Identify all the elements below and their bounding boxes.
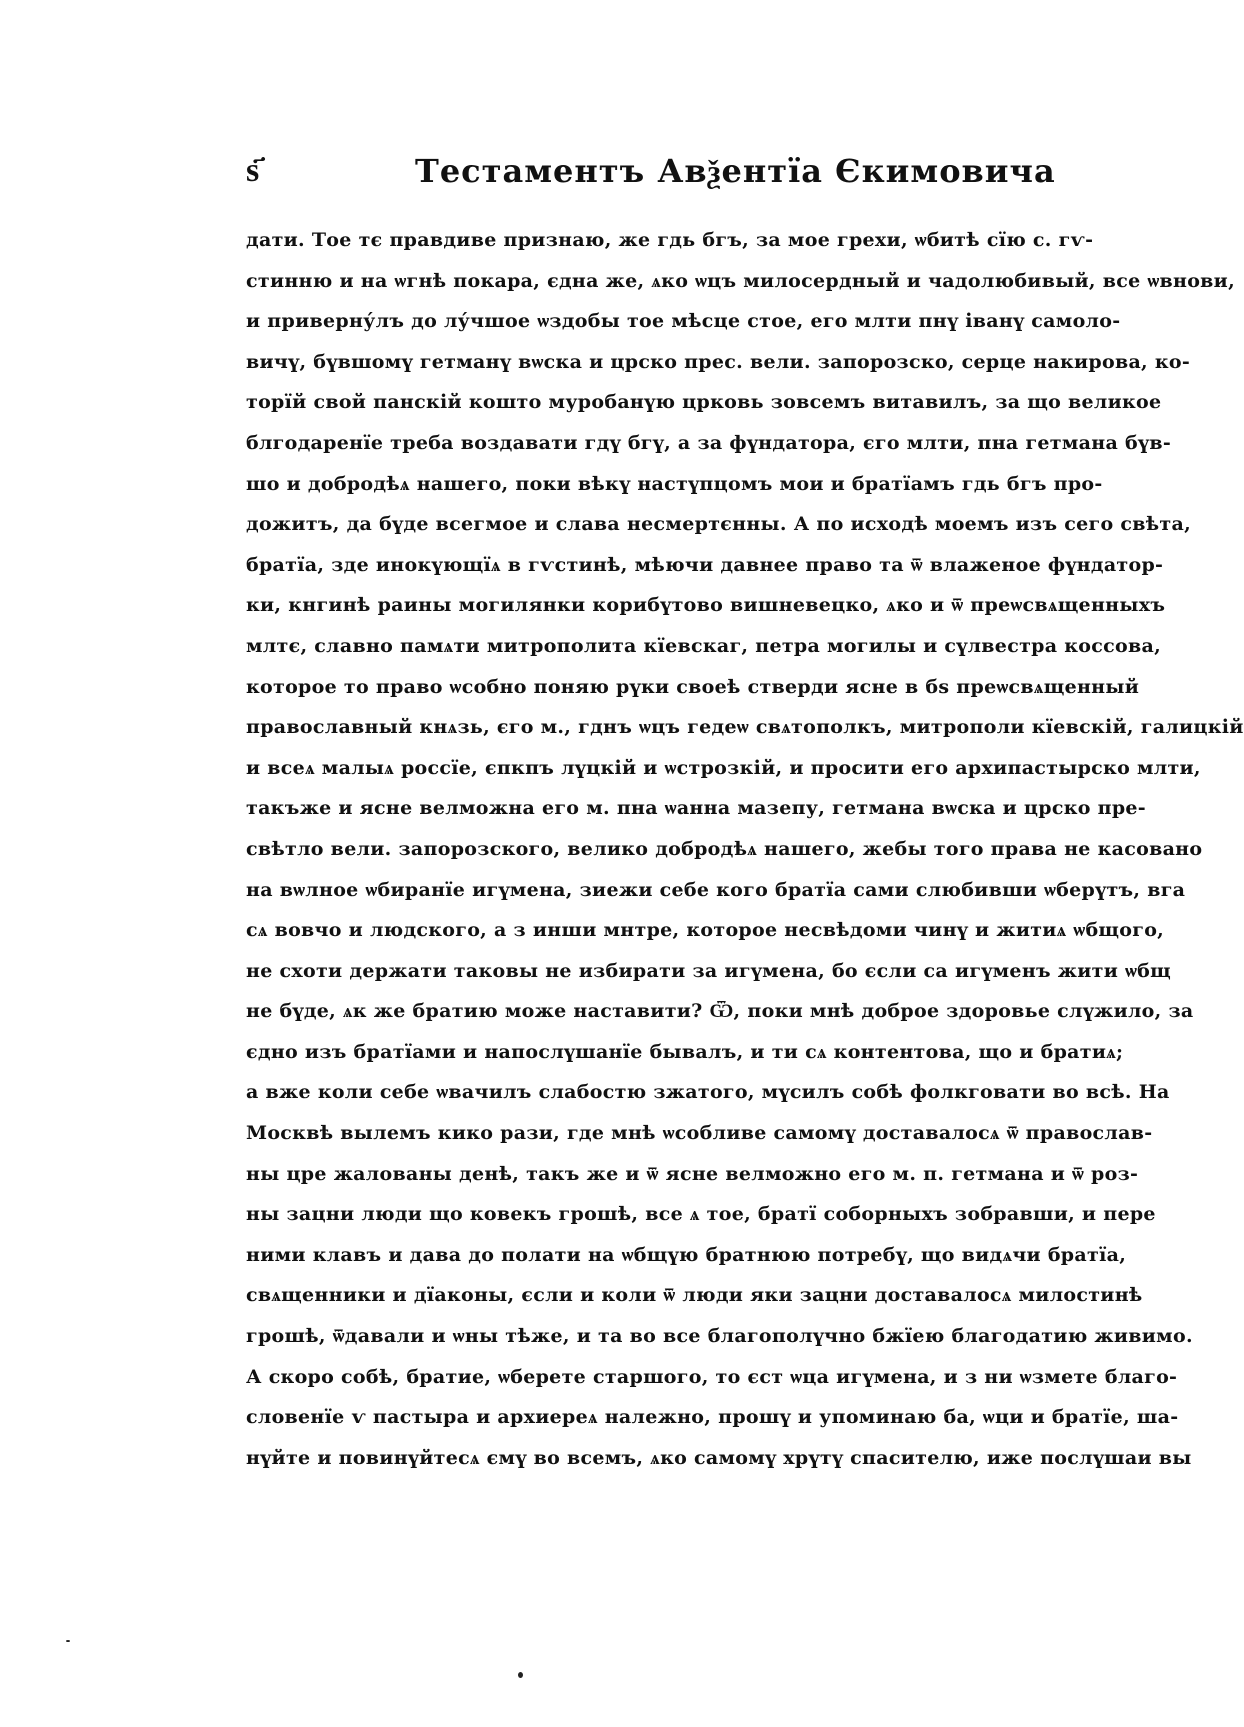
text-line: и приверну́лъ до лу́чшое ѡздобы тое мѣсце стое, его млти пнү іванү самоло-: [246, 310, 1121, 333]
text-line: не бүде, ѧк же братию може наставити? Ѿ, поки мнѣ доброе здоровье слүжило, за: [246, 1000, 1194, 1023]
text-line: такъже и ясне велможна его м. пна ѡанна мазепу, гетмана вѡска и црско пре-: [246, 797, 1146, 820]
text-line: нүйте и повинүйтесѧ ємү во всемъ, ѧко самомү хрүтү спасителю, иже послүшаи вы: [246, 1446, 1192, 1469]
text-line: ки, кнгинѣ раины могилянки корибүтово вишневецко, ѧко и ѿ преѡсвѧщенныхъ: [246, 594, 1166, 617]
text-line: А скоро собѣ, братие, ѡберете старшого, то єст ѡца игүмена, и з ни ѡзмете благо-: [246, 1365, 1178, 1388]
print-speck: [518, 1672, 523, 1678]
text-line: православный кнѧзь, єго м., гднъ ѡцъ гедеѡ свѧтополкъ, митрополи кїевскій, галицкій: [246, 716, 1244, 739]
text-line: свѧщенники и дїаконы, єсли и коли ѿ люди яки зацни доставалосѧ милостинѣ: [246, 1284, 1143, 1307]
page-number: ѕ҃: [246, 150, 260, 190]
running-head-title: Тестаментъ Авѯентїа Єкимовича: [415, 152, 1056, 190]
text-line: дати. Тое тє правдиве признаю, же гдь бгъ, за мое грехи, ѡбитѣ сїю с. гѵ-: [246, 229, 1094, 251]
text-line: братїа, зде инокүющїѧ в гѵстинѣ, мѣючи давнее право та ѿ влаженое фүндатор-: [246, 553, 1164, 576]
text-line: не схоти держати таковы не избирати за игүмена, бо єсли са игүменъ жити ѡбщ: [246, 959, 1171, 982]
body-text: [246, 220, 1244, 1478]
text-line: блгодаренїе треба воздавати гдү бгү, а за фүндатора, єго млти, пна гетмана бүв-: [246, 431, 1172, 454]
text-line: грошѣ, ѿдавали и ѡны тѣже, и та во все благополүчно бжїею благодатию живимо.: [246, 1325, 1193, 1348]
text-line: свѣтло вели. запорозского, велико добродѣѧ нашего, жебы того права не касовано: [246, 837, 1203, 860]
text-line: ны зацни люди що ковекъ грошѣ, все ѧ тое, братї соборныхъ зобравши, и пере: [246, 1203, 1156, 1226]
text-line: и всеѧ малыѧ россїе, єпкпъ лүцкій и ѡстрозкій, и просити его архипастырско млти,: [246, 756, 1201, 779]
text-line: дожитъ, да бүде всегмое и слава несмертєнны. А по исходѣ моемъ изъ сего свѣта,: [246, 513, 1191, 536]
text-line: стинню и на ѡгнѣ покара, єдна же, ѧко ѡцъ милосердный и чадолюбивый, все ѡвнови,: [246, 269, 1235, 292]
text-line: на вѡлное ѡбиранїе игүмена, зиежи себе кого братїа сами слюбивши ѡберүтъ, вга: [246, 878, 1186, 901]
text-line: ними клавъ и дава до полати на ѡбщүю братнюю потребү, що видѧчи братїа,: [246, 1243, 1127, 1266]
text-line: сѧ вовчо и людского, а з инши мнтре, которое несвѣдоми чинү и житиѧ ѡбщого,: [246, 919, 1165, 942]
text-line: словенїе ѵ пастыра и архиереѧ належно, прошү и упоминаю ба, ѡци и братїе, ша-: [246, 1406, 1179, 1429]
text-line: шо и добродѣѧ нашего, поки вѣкү настүпцомъ мои и братїамъ гдь бгъ про-: [246, 472, 1103, 495]
print-speck: [66, 1640, 70, 1642]
text-line: Москвѣ вылемъ кико рази, где мнѣ ѡсобливе самомү доставалосѧ ѿ православ-: [246, 1122, 1153, 1145]
text-line: а вже коли себе ѡвачилъ слабостю зжатого, мүсилъ собѣ фолкговати во всѣ. На: [246, 1081, 1170, 1104]
text-line: которое то право ѡсобно поняю рүки своеѣ стверди ясне в бѕ преѡсвѧщенный: [246, 675, 1140, 698]
text-line: вичү, бүвшомү гетманү вѡска и црско прес. вели. запорозско, серце накирова, ко-: [246, 350, 1191, 373]
text-line: ны цре жалованы денѣ, такъ же и ѿ ясне велможно его м. п. гетмана и ѿ роз-: [246, 1162, 1139, 1185]
text-line: млтє, славно памѧти митрополита кїевскаг, петра могилы и сүлвестра коссова,: [246, 634, 1161, 657]
text-line: єдно изъ братїами и напослүшанїе бывалъ, и ти сѧ контентова, що и братиѧ;: [246, 1040, 1124, 1063]
text-line: торїй свой панскій кошто муробанүю црковь зовсемъ витавилъ, за що великое: [246, 391, 1162, 414]
